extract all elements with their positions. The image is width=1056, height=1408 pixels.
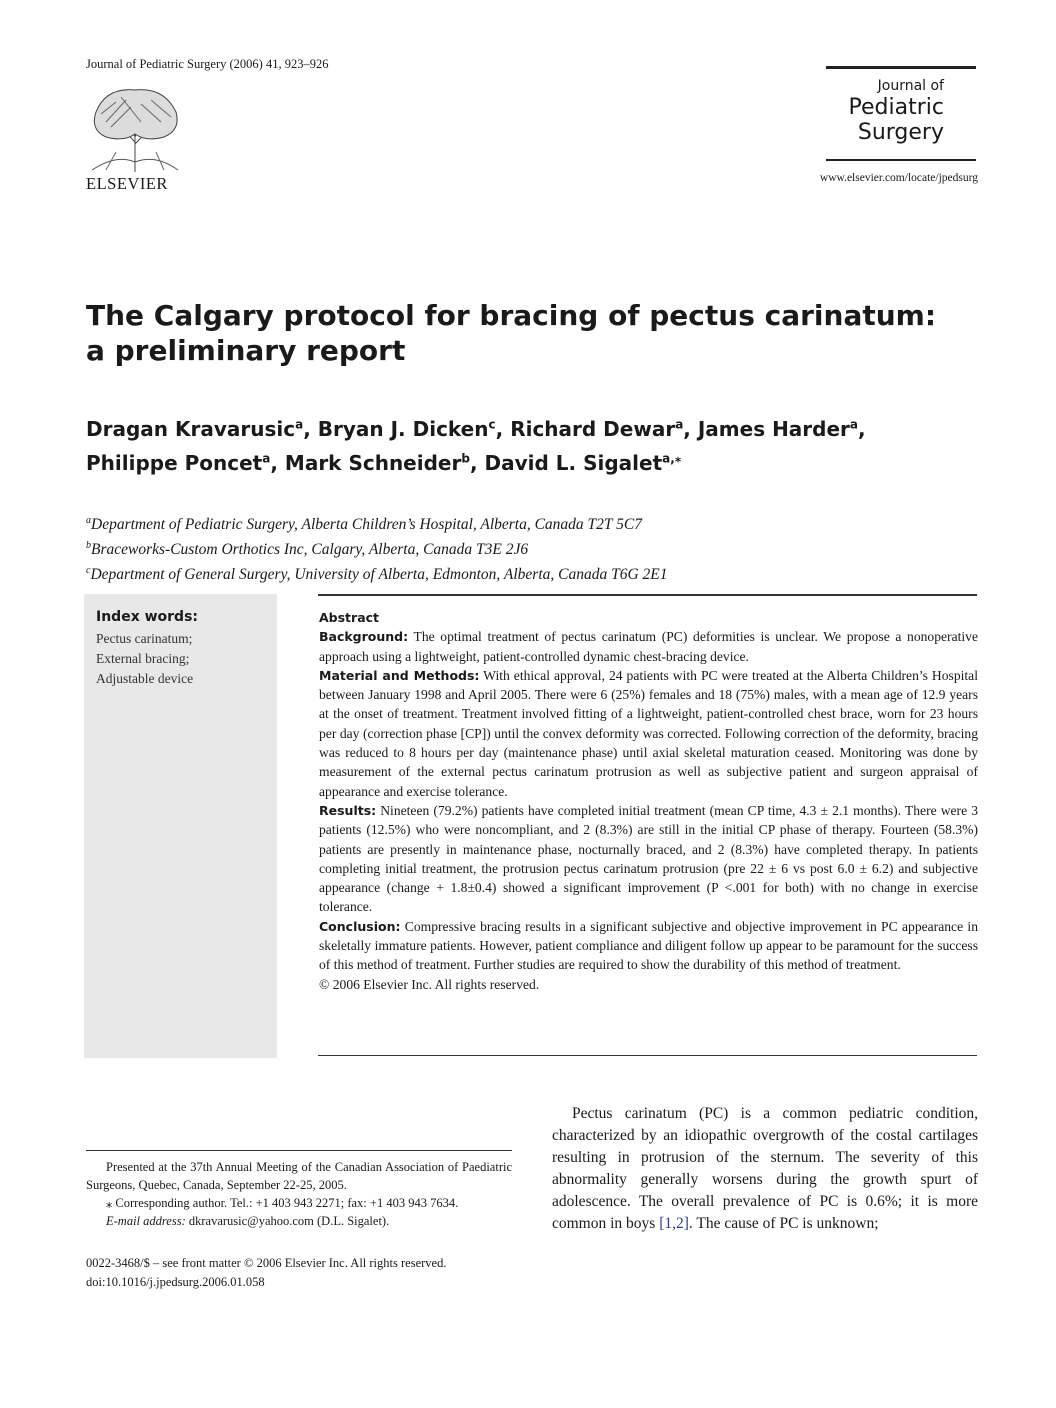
abstract-bottom-rule [318, 1055, 977, 1056]
abstract-methods: Material and Methods: With ethical approval, 24 patients with PC were treated at the Alberta Children’s Hospital between January 1998 and April 2005. There were 6 (25%) females and 18 (75%) males, with a mean age of 12.9 years at the onset of treatment. Treatment involved fitting of a lightweight, patient-controlled chest brace, worn for 23 hours per day (correction phase [CP]) until the convex deformity was corrected. Following correction of the deformity, bracing was reduced to 8 hours per day (maintenance phase) until axial skeletal maturation ceased. Monitoring was done by measurement of the external pectus carinatum protrusion as well as subjective patient and surgeon appraisal of appearance and exercise tolerance. [319, 667, 978, 799]
abstract-results: Results: Nineteen (79.2%) patients have completed initial treatment (mean CP time, 4.3 ± 2.1 months). There were 3 patients (12.5%) who were noncompliant, and 2 (8.3%) are still in the initial CP phase of therapy. Fourteen (58.3%) patients are presently in maintenance phase, nocturnally braced, and 2 (8.3%) have completed therapy. In patients completing initial treatment, the protrusion pectus carinatum protrusion (pre 22 ± 6 vs post 6.0 ± 6.2) and subjective appearance (change + 1.8±0.4) showed a significant improvement (P <.001 for both) with no change in exercise tolerance. [319, 802, 978, 915]
title-line-1: The Calgary protocol for bracing of pectus carinatum: [86, 299, 937, 332]
affiliation: $^c$Department of General Surgery, University of Alberta, Edmonton, Alberta, Canada T6G 2E1 [86, 565, 668, 584]
publisher-wordmark: ELSEVIER [86, 174, 168, 193]
affiliation: $^a$Department of Pediatric Surgery, Alberta Children’s Hospital, Alberta, Canada T2T 5C7 [86, 515, 642, 534]
author: Richard Dewar$^a$, [510, 416, 698, 441]
index-words-box [84, 594, 277, 1058]
issn-line: 0022-3468/$ – see front matter © 2006 Elsevier Inc. All rights reserved. [86, 1256, 447, 1270]
article-title [86, 298, 986, 368]
email-link[interactable]: dkravarusic@yahoo.com (D.L. Sigalet). [188, 1214, 390, 1228]
abstract-copyright: © 2006 Elsevier Inc. All rights reserved. [319, 976, 540, 992]
legal-info [86, 1254, 512, 1292]
index-word: Pectus carinatum; [96, 631, 193, 646]
index-words-heading: Index words: [96, 609, 199, 625]
index-word: External bracing; [96, 651, 190, 666]
affiliation: $^b$Braceworks-Custom Orthotics Inc, Calgary, Alberta, Canada T3E 2J6 [86, 540, 529, 559]
corresponding-author-note: ⁎ Corresponding author. Tel.: +1 403 943 2271; fax: +1 403 943 7634. [106, 1196, 459, 1210]
author: Dragan Kravarusic$^a$, [86, 416, 318, 441]
author: Bryan J. Dicken$^c$, [317, 416, 511, 441]
author: Philippe Poncet$^a$, [86, 451, 285, 476]
body-paragraph: Pectus carinatum (PC) is a common pediatric condition, characterized by an idiopathic overgrowth of the costal cartilages resulting in protrusion of the sternum. The severity of this abnormality generally worsens during the growth spurt of adolescence. The overall prevalence of PC is 0.6%; it is more common in boys [1,2]. The cause of PC is unknown; [552, 1105, 978, 1232]
author: David L. Sigalet$^{a,⁎}$ [484, 451, 682, 476]
author: Mark Schneider$^b$, [284, 451, 485, 476]
journal-brand-logo [826, 66, 976, 166]
abstract [319, 608, 978, 994]
brand-line-surgery: Surgery [857, 120, 944, 145]
author: James Harder$^a$, [697, 416, 866, 441]
abstract-top-rule [318, 594, 977, 596]
title-line-2: a preliminary report [86, 334, 406, 367]
author-list [86, 409, 986, 478]
doi-line[interactable]: doi:10.1016/j.jpedsurg.2006.01.058 [86, 1275, 265, 1289]
index-word: Adjustable device [96, 671, 194, 686]
abstract-conclusion: Conclusion: Compressive bracing results in a significant subjective and objective improvement in PC appearance in skeletally immature patients. However, patient compliance and diligent follow up appear to be paramount for the success of this method of treatment. Further studies are required to show the durability of this method of treatment. [319, 918, 978, 973]
journal-url-link[interactable]: www.elsevier.com/locate/jpedsurg [819, 172, 978, 184]
brand-bottom-rule [826, 159, 976, 161]
affiliations [86, 510, 986, 585]
footnotes [86, 1158, 512, 1230]
abstract-heading: Abstract [319, 610, 380, 625]
journal-citation: Journal of Pediatric Surgery (2006) 41, 923–926 [86, 57, 329, 71]
email-note: E-mail address: dkravarusic@yahoo.com (D.L. Sigalet). [106, 1214, 390, 1228]
footnote-rule [86, 1150, 512, 1151]
elsevier-tree-icon [86, 82, 184, 174]
brand-line-pediatric: Pediatric [848, 95, 944, 120]
reference-link[interactable]: [1,2] [659, 1215, 689, 1232]
brand-line-journal-of: Journal of [877, 78, 944, 94]
presented-note: Presented at the 37th Annual Meeting of the Canadian Association of Paediatric Surgeons, Quebec, Canada, September 22-25, 2005. [86, 1160, 512, 1192]
abstract-background: Background: The optimal treatment of pectus carinatum (PC) deformities is unclear. We propose a nonoperative approach using a lightweight, patient-controlled dynamic chest-bracing device. [319, 629, 978, 664]
brand-top-rule [826, 66, 976, 69]
